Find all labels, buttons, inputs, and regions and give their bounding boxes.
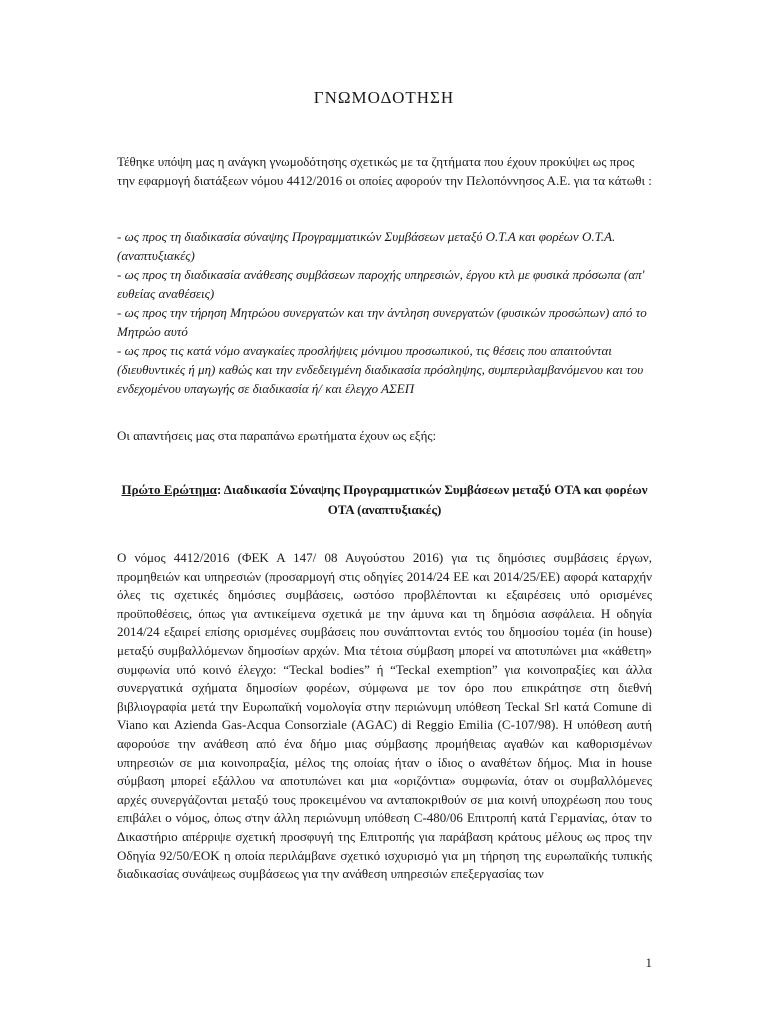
first-question-text: : Διαδικασία Σύναψης Προγραμματικών Συμβάσεων μεταξύ ΟΤΑ και φορέων ΟΤΑ (αναπτυξιακές) [216,482,648,517]
list-item: - ως προς τη διαδικασία ανάθεσης συμβάσεων παροχής υπηρεσιών, έργου κτλ με φυσικά πρόσωπα (απ' ευθείας αναθέσεις) [117,267,645,301]
document-title: ΓΝΩΜΟΔΟΤΗΣΗ [313,88,455,107]
answers-intro: Οι απαντήσεις μας στα παραπάνω ερωτήματα έχουν ως εξής: [117,428,437,443]
list-item: - ως προς τη διαδικασία σύναψης Προγραμματικών Συμβάσεων μεταξύ Ο.Τ.Α και φορέων Ο.Τ.Α. (αναπτυξιακές) [117,229,616,263]
questions-list [117,227,652,398]
list-item: - ως προς τις κατά νόμο αναγκαίες προσλήψεις μόνιμου προσωπικού, τις θέσεις που απαιτούνται (διευθυντικές ή μη) καθώς και την ενδεδειγμένη διαδικασία πρόσληψης, συμπεριλαμβανόμενου και του ενδεχομένου υπαγωγής σε διαδικασία ή/ και έλεγχο ΑΣΕΠ [117,343,644,396]
first-question-label: Πρώτο Ερώτημα [121,482,217,497]
intro-paragraph: Τέθηκε υπόψη μας η ανάγκη γνωμοδότησης σχετικώς με τα ζητήματα που έχουν προκύψει ως προς την εφαρμογή διατάξεων νόμου 4412/2016 οι οποίες αφορούν την Πελοπόννησος Α.Ε. για τα κάτωθι : [117,154,652,188]
page-number: 1 [645,955,652,970]
list-item: - ως προς την τήρηση Μητρώου συνεργατών και την άντληση συνεργατών (φυσικών προσώπων) από το Μητρώο αυτό [117,305,647,339]
body-paragraph: Ο νόμος 4412/2016 (ΦΕΚ Α 147/ 08 Αυγούστου 2016) για τις δημόσιες συμβάσεις έργων, προμηθειών και υπηρεσιών (προσαρμογή στις οδηγίες 2014/24 ΕΕ και 2014/25/ΕΕ) αφορά καταρχήν όλες τις σχετικές δημόσιες συμβάσεις, ωστόσο προβλέπονται κι εξαιρέσεις υπό ορισμένες προϋποθέσεις, όπως για αντικείμενα σχετικά με την άμυνα και τη δημόσια ασφάλεια. Η οδηγία 2014/24 εξαιρεί επίσης ορισμένες συμβάσεις που συνάπτονται εντός του δημοσίου τομέα (in house) μεταξύ συμβαλλόμενων δημοσίων αρχών. Μια τέτοια σύμβαση μπορεί να αποτυπώνει μια «κάθετη» συμφωνία υπό κοινό έλεγχο: “Teckal bodies” ή “Teckal exemption” για κοινοπραξίες και άλλα συνεργατικά σχήματα δημοσίων φορέων, σύμφωνα με τον όρο που επικράτησε στη διεθνή βιβλιογραφία μετά την Ευρωπαϊκή νομολογία στην περιώνυμη υπόθεση Teckal Srl κατά Comune di Viano και Azienda Gas-Acqua Consorziale (AGAC) di Reggio Emilia (C-107/98). Η υπόθεση αυτή αφορούσε την ανάθεση από ένα δήμο μιας σύμβασης προμήθειας αγαθών και καθορισμένων υπηρεσιών σε μια κοινοπραξία, μέλος της οποίας ήταν ο ίδιος ο αναθέτων δήμος. Μια in house σύμβαση μπορεί εξάλλου να αποτυπώνει και μια «οριζόντια» συμφωνία, όταν οι συμβαλλόμενες αρχές συνεργάζονται μεταξύ τους προκειμένου να ανταποκριθούν σε μια κοινή υποχρέωση που τους επιβάλει ο νόμος, όπως στην άλλη περιώνυμη υπόθεση C-480/06 Επιτροπή κατά Γερμανίας, όταν το Δικαστήριο απέρριψε σχετική προσφυγή της Επιτροπής για παράβαση κράτους μέλους ως προς την Οδηγία 92/50/ΕΟΚ η οποία περιλάμβανε σχετικό ισχυρισμό για μη τήρηση της ευρωπαϊκής τυπικής διαδικασίας συνάψεως συμβάσεως για την ανάθεση υπηρεσιών επεξεργασίας των [117,550,652,882]
first-question-heading [117,480,652,520]
